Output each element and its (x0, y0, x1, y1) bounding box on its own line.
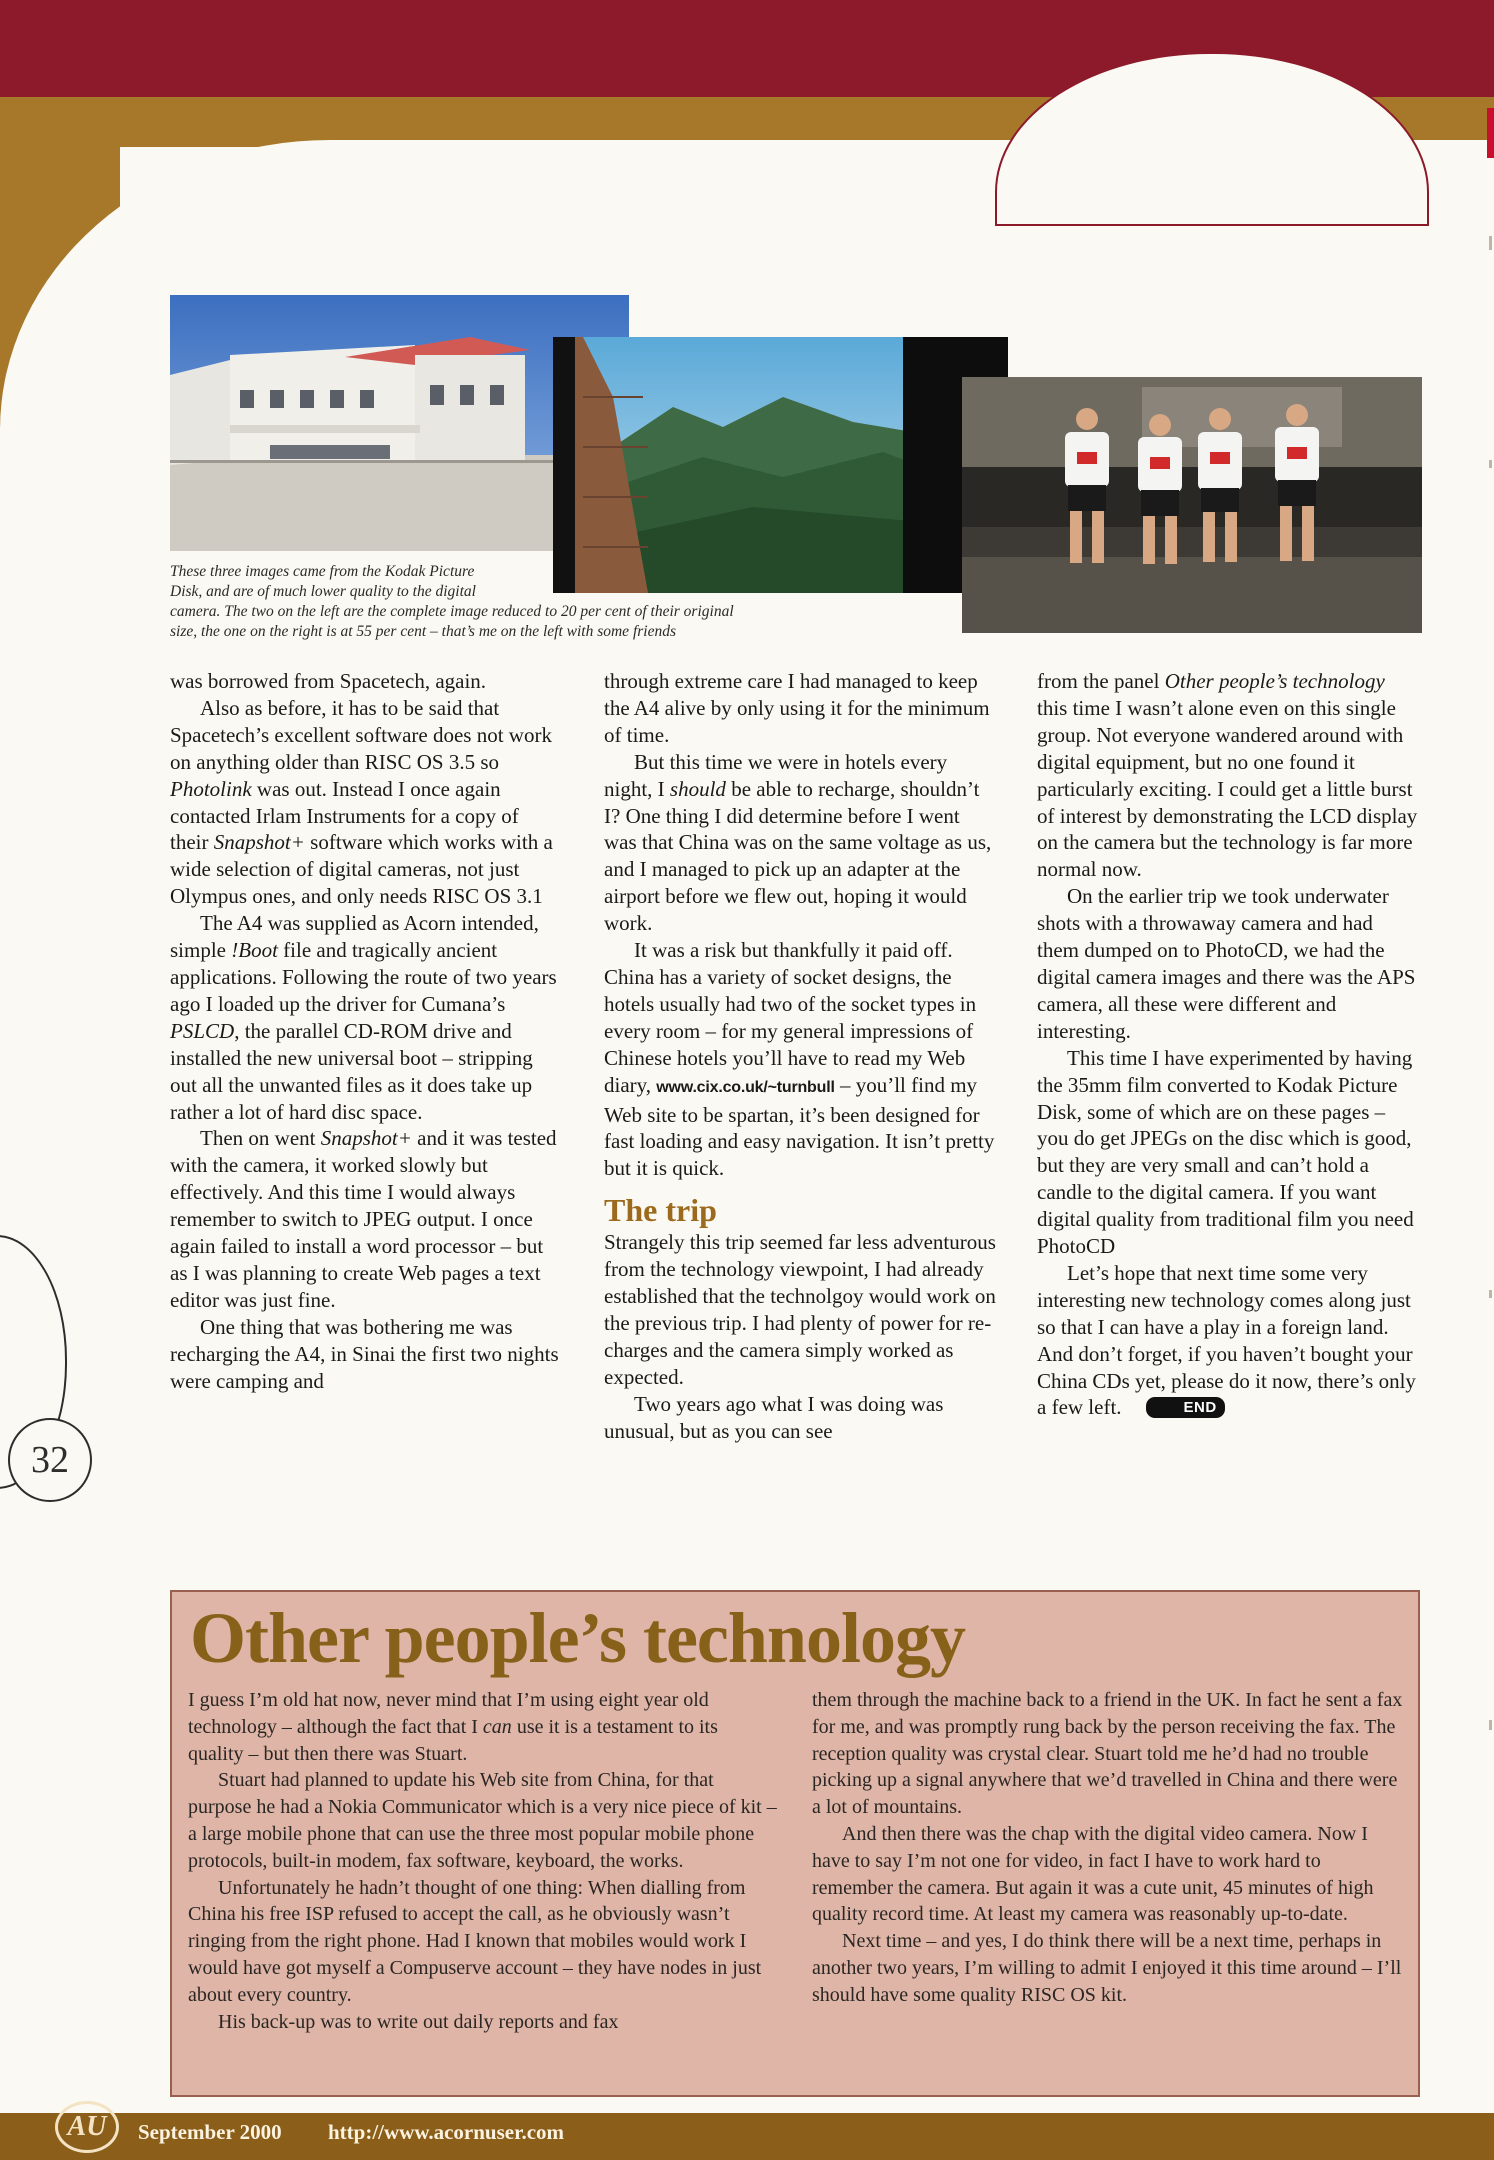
panel-column-2 (812, 1687, 1404, 2009)
sidebar-panel (170, 1590, 1420, 2097)
paragraph: was borrowed from Spacetech, again. (170, 669, 487, 693)
paragraph: Next time – and yes, I do think there will be a next time, perhaps in another two years, I’m willing to admit I enjoyed it this time around – I’ll should have some quality RISC OS kit. (812, 1930, 1402, 2006)
paragraph: On the earlier trip we took underwater shots with a throwaway camera and had them dumped on to PhotoCD, we had the digital camera images and there was the APS camera, all these were different and interesting. (1037, 884, 1416, 1043)
paragraph: One thing that was bothering me was recharging the A4, in Sinai the first two nights were camping and (170, 1314, 559, 1393)
photo-group-friends (962, 377, 1422, 633)
end-badge: END (1146, 1397, 1225, 1418)
acorn-user-logo: AU (55, 2101, 119, 2153)
paragraph: Two years ago what I was doing was unusual, but as you can see (604, 1391, 944, 1443)
paragraph: Strangely this trip seemed far less adventurous from the technology viewpoint, I had already established that the technolgoy would work on the previous trip. I had plenty of power for re-charges and the camera simply worked as expected. (604, 1230, 996, 1389)
caption-line: These three images came from the Kodak Picture (170, 563, 475, 580)
caption-line: size, the one on the right is at 55 per cent – that’s me on the left with some friends (170, 623, 676, 640)
edge-mark (1489, 1290, 1492, 1298)
paragraph: Stuart had planned to update his Web site from China, for that purpose he had a Nokia Communicator which is a very nice piece of kit – a large mobile phone that can use the three most popular mobile phone protocols, built-in modem, fax software, keyboard, the works. (188, 1769, 777, 1872)
photo-great-wall-mountains (553, 337, 1008, 593)
caption-line: Disk, and are of much lower quality to the digital (170, 583, 476, 600)
page-number: 32 (31, 1439, 69, 1481)
paragraph: Unfortunately he hadn’t thought of one thing: When dialling from China his free ISP refused to accept the call, as he obviously wasn’t ringing from the right phone. Had I known that mobiles would work I would have got myself a Compuserve account – they have nodes in just about every country. (188, 1876, 762, 2006)
web-diary-link[interactable]: www.cix.co.uk/~turnbull (656, 1078, 835, 1096)
panel-title: Other people’s technology (190, 1598, 965, 1678)
article-column-2 (604, 668, 996, 1444)
paragraph: Let’s hope that next time some very interesting new technology comes along just so that I can have a play in a foreign land. And don’t forget, if you haven’t bought your China CDs yet, please do it now, there’s only a few left. END (1037, 1260, 1416, 1420)
edge-mark (1489, 1720, 1492, 1730)
caption-line: camera. The two on the left are the complete image reduced to 20 per cent of their original (170, 603, 734, 620)
edge-mark (1489, 236, 1492, 250)
red-edge-marker (1487, 108, 1494, 158)
article-column-3 (1037, 668, 1419, 1421)
paragraph: This time I have experimented by having the 35mm film converted to Kodak Picture Disk, some of which are on these pages – you do get JPEGs on the disc which is good, but they are very small and can’t hold a candle to the digital camera. If you want digital quality from traditional film you need PhotoCD (1037, 1045, 1414, 1259)
paragraph: through extreme care I had managed to keep the A4 alive by only using it for the minimum of time. (604, 669, 990, 747)
paragraph: I guess I’m old hat now, never mind that I’m using eight year old technology – although the fact that I can use it is a testament to its quality – but then there was Stuart. (188, 1689, 718, 1765)
paragraph: Also as before, it has to be said that Spacetech’s excellent software does not work on anything older than RISC OS 3.5 so Photolink was out. Instead I once again contacted Irlam Instruments for a copy of their Snapshot+ software which works with a wide selection of digital cameras, not just Olympus ones, and only needs RISC OS 3.1 (170, 695, 553, 909)
panel-column-1 (188, 1687, 778, 2035)
subheading-the-trip: The trip (604, 1192, 717, 1229)
paragraph: Then on went Snapshot+ and it was tested with the camera, it worked slowly but effectively. And this time I would always remember to switch to JPEG output. I once again failed to install a word processor – but as I was planning to create Web pages a text editor was just fine. (170, 1126, 557, 1312)
website-link[interactable]: http://www.acornuser.com (328, 2120, 565, 2144)
paragraph: them through the machine back to a friend in the UK. In fact he sent a fax for me, and was promptly rung back by the person receiving the fax. The reception quality was crystal clear. Stuart told me he’d had no trouble picking up a signal anywhere that we’d travelled in China and there were a lot of mountains. (812, 1689, 1403, 1819)
issue-date: September 2000 (138, 2120, 282, 2144)
edge-mark (1489, 460, 1492, 468)
photo-caption (170, 562, 830, 642)
paragraph: His back-up was to write out daily reports and fax (218, 2010, 619, 2033)
paragraph: The A4 was supplied as Acorn intended, simple !Boot file and tragically ancient applications. Following the route of two years ago I loaded up the driver for Cumana’s PSLCD, the parallel CD-ROM drive and installed the new universal boot – stripping out all the unwanted files as it does take up rather a lot of hard disc space. (170, 911, 557, 1124)
paragraph: But this time we were in hotels every night, I should be able to recharge, shouldn’t I? One thing I did determine before I went was that China was on the same voltage as us, and I managed to pick up an adapter at the airport before we flew out, hoping it would work. (604, 749, 992, 936)
paragraph: And then there was the chap with the digital video camera. Now I have to say I’m not one for video, in fact I have to work hard to remember the camera. But again it was a cute unit, 45 minutes of high quality record time. At least my camera was reasonably up-to-date. (812, 1822, 1374, 1926)
article-column-1 (170, 668, 560, 1394)
paragraph: It was a risk but thankfully it paid off. China has a variety of socket designs, the hotels usually had two of the socket types in every room – for my general impressions of Chinese hotels you’ll have to read my Web diary, www.cix.co.uk/~turnbull – you’ll find my Web site to be spartan, it’s been designed for fast loading and easy navigation. It isn’t pretty but it is quick. (604, 938, 995, 1181)
paragraph: from the panel Other people’s technology this time I wasn’t alone even on this single group. Not everyone wandered around with digital equipment, but no one found it particularly exciting. I could get a little burst of interest by demonstrating the LCD display on the camera but the technology is far more normal now. (1037, 669, 1418, 882)
